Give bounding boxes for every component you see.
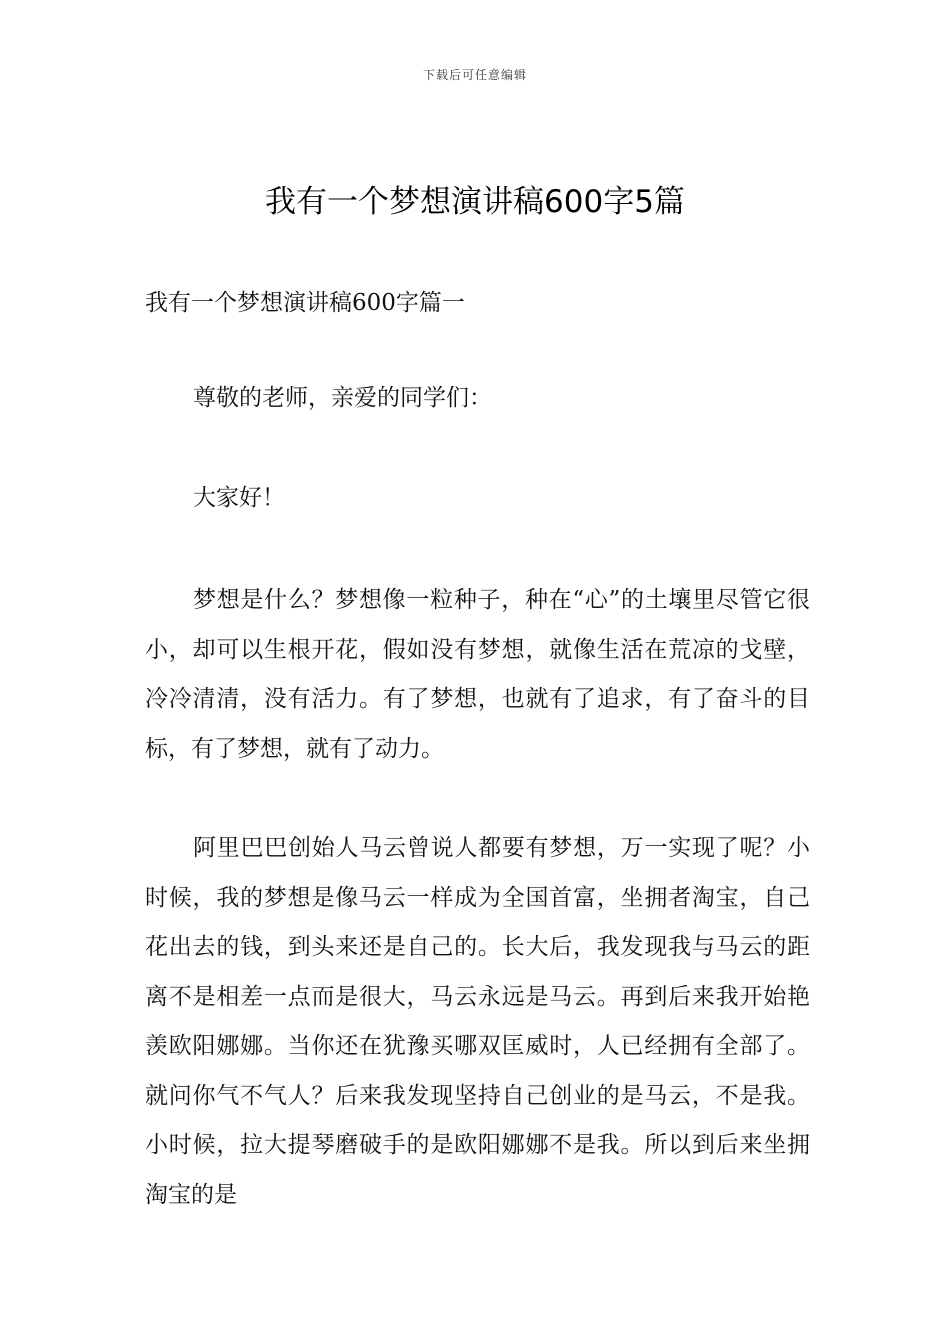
body-paragraph-dream: 梦想是什么？梦想像一粒种子，种在“心”的土壤里尽管它很小，却可以生根开花，假如没有梦想，就像生活在荒凉的戈壁，冷冷清清，没有活力。有了梦想，也就有了追求，有了奋斗的目标，有了梦想，就有了动力。 bbox=[145, 587, 810, 762]
header-note: 下载后可任意编辑 bbox=[422, 68, 527, 82]
body-paragraph-mayun: 阿里巴巴创始人马云曾说人都要有梦想，万一实现了呢？小时候，我的梦想是像马云一样成为全国首富，坐拥者淘宝，自己花出去的钱，到头来还是自己的。长大后，我发现我与马云的距离不是相差一点而是很大，马云永远是马云。再到后来我开始艳羡欧阳娜娜。当你还在犹豫买哪双匡威时，人已经拥有全部了。就问你气不气人？后来我发现坚持自己创业的是马云，不是我。小时候，拉大提琴磨破手的是欧阳娜娜不是我。所以到后来坐拥淘宝的是 bbox=[145, 835, 810, 1208]
greeting-paragraph: 尊敬的老师，亲爱的同学们： bbox=[193, 385, 492, 411]
document-title: 我有一个梦想演讲稿600字5篇 bbox=[265, 184, 685, 220]
hello-paragraph: 大家好！ bbox=[193, 485, 285, 511]
section-heading: 我有一个梦想演讲稿600字篇一 bbox=[145, 290, 465, 316]
